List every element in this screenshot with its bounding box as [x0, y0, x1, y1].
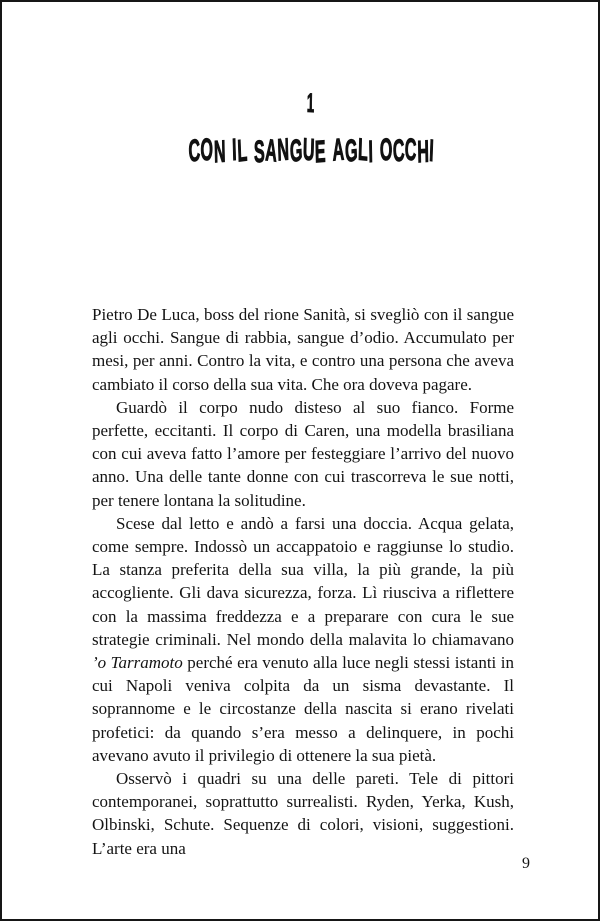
paragraph-3-text-after: perché era venuto alla luce negli stessi istanti in cui Napoli veniva colpita da un sisma devastante. Il soprannome e le circostanze della nascita si erano rivelati profetici: da quando s’era messo a delinquere, in pochi avevano avuto il privilegio di ottenere la sua pietà.	[92, 653, 514, 765]
chapter-title-wrap	[2, 131, 598, 170]
paragraph-4: Osservò i quadri su una delle pareti. Tele di pittori contemporanei, soprattutto surrealisti. Ryden, Yerka, Kush, Olbinski, Schute. Sequenze di colori, visioni, suggestioni. L’arte era una	[92, 769, 514, 858]
paragraph-3-text-before: Scese dal letto e andò a farsi una doccia. Acqua gelata, come sempre. Indossò un accappatoio e raggiunse lo studio. La stanza preferita della sua villa, la più grande, la più accogliente. Gli dava sicurezza, forza. Lì riusciva a riflettere con la massima freddezza e a preparare con cura le sue strategie criminali. Nel mondo della malavita lo chiamavano	[92, 513, 514, 649]
paragraph-2: Guardò il corpo nudo disteso al suo fianco. Forme perfette, eccitanti. Il corpo di Caren, una modella brasiliana con cui aveva fatto l’amore per festeggiare l’arrivo del nuovo anno. Una delle tante donne con cui trascorreva le sue notti, per tenere lontana la solitudine.	[92, 397, 514, 510]
nickname-italic: ’o Tarramoto	[92, 653, 183, 673]
page-number: 9	[522, 855, 530, 872]
chapter-number-wrap	[2, 87, 598, 119]
chapter-title: CON IL SANGUE AGLI OCCHI	[187, 131, 435, 170]
paragraph-3	[92, 512, 514, 767]
paragraph-1: Pietro De Luca, boss del rione Sanità, si svegliò con il sangue agli occhi. Sangue di rabbia, sangue d’odio. Accumulato per mesi, per anni. Contro la vita, e contro una persona che aveva cambiato il corso della sua vita. Che ora doveva pagare.	[92, 305, 514, 394]
chapter-number: 1	[306, 87, 316, 119]
body-text	[92, 303, 514, 860]
